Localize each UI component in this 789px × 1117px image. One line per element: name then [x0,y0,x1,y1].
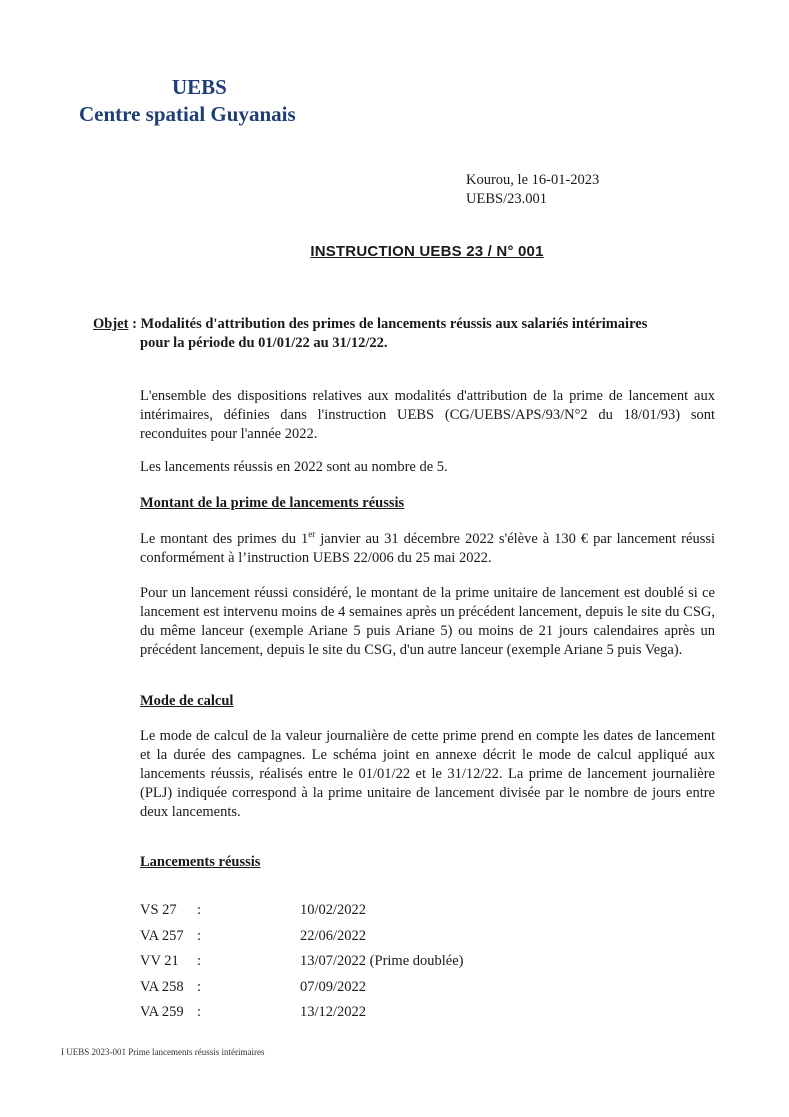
subject-text-line1: Modalités d'attribution des primes de lancements réussis aux salariés intérimaires [140,316,648,332]
paragraph-text: Pour un lancement réussi considéré, le montant de la prime unitaire de lancement est doublé si ce lancement est intervenu moins de 4 semaines après un précédent lancement, depuis le site du CSG, du même lanceur (exemple Ariane 5 puis Ariane 5) ou moins de 21 jours calendaires après un précédent lancement, depuis le site du CSG, d'un autre lanceur (exemple Ariane 5 puis Vega). [140,585,715,658]
page-footer: I UEBS 2023-001 Prime lancements réussis intérimaires [61,1047,265,1057]
paragraph-text [140,530,715,568]
launch-date: 07/09/2022 [300,978,367,995]
org-acronym: UEBS [172,75,227,99]
paragraph-text-part: Le montant des primes du 1 [140,531,309,547]
subject-separator: : [128,316,141,332]
paragraph-launch-count [140,458,715,477]
heading-text: Mode de calcul [140,693,234,709]
paragraph-text: Les lancements réussis en 2022 sont au nombre de 5. [140,459,448,475]
section-heading-launches [140,853,715,872]
subject-label: Objet [93,316,129,332]
launch-date: 13/12/2022 [300,1004,367,1020]
section-heading-calculation [140,692,715,711]
paragraph-amount [140,530,715,568]
launch-date: 10/02/2022 [300,902,367,918]
instruction-title: INSTRUCTION UEBS 23 / N° 001 [310,243,544,260]
organization-header [79,74,296,128]
paragraph-calculation [140,727,715,822]
launch-name: VA 259 [140,1004,184,1020]
launch-date: 22/06/2022 [300,927,367,944]
launch-colon: : [197,1004,202,1020]
launch-name: VA 257 [140,927,184,944]
paragraph-text-part: janvier au 31 décembre 2022 s'élève à 130 € par lancement réussi conformément à l’instruction UEBS 22/006 du 25 mai 2022. [140,531,716,566]
paragraph-text: L'ensemble des dispositions relatives aux modalités d'attribution de la prime de lancement aux intérimaires, définies dans l'instruction UEBS (CG/UEBS/APS/93/N°2 du 18/01/93) sont reconduites pour l'année 2022. [140,388,715,442]
paragraph-text: Le mode de calcul de la valeur journalière de cette prime prend en compte les dates de lancement et la durée des campagnes. Le schéma joint en annexe décrit le mode de calcul appliqué aux lancements réussis, réalisés entre le 01/01/22 et le 31/12/22. La prime de lancement journalière (PLJ) indiquée correspond à la prime unitaire de lancement divisée par le nombre de jours entre deux lancements. [140,728,715,820]
paragraph-doubling-rule [140,584,715,660]
heading-text: Montant de la prime de lancements réussis [140,495,405,511]
subject-block [93,315,723,353]
document-reference: UEBS/23.001 [466,191,547,207]
launch-colon: : [197,978,202,995]
org-name: Centre spatial Guyanais [79,102,296,126]
paragraph-dispositions [140,387,715,444]
launch-colon: : [197,953,202,969]
section-heading-amount [140,494,715,513]
heading-text: Lancements réussis [140,854,261,870]
subject-text-line2: pour la période du 01/01/22 au 31/12/22. [140,335,388,351]
place-date: Kourou, le 16-01-2023 [466,172,600,188]
launch-date: 13/07/2022 (Prime doublée) [300,953,464,969]
launch-name: VV 21 [140,953,179,969]
document-meta [466,171,599,209]
launch-colon: : [197,927,202,944]
launch-colon: : [197,902,202,918]
ordinal-superscript: er [308,529,316,540]
launch-name: VS 27 [140,902,177,918]
launch-name: VA 258 [140,978,184,995]
